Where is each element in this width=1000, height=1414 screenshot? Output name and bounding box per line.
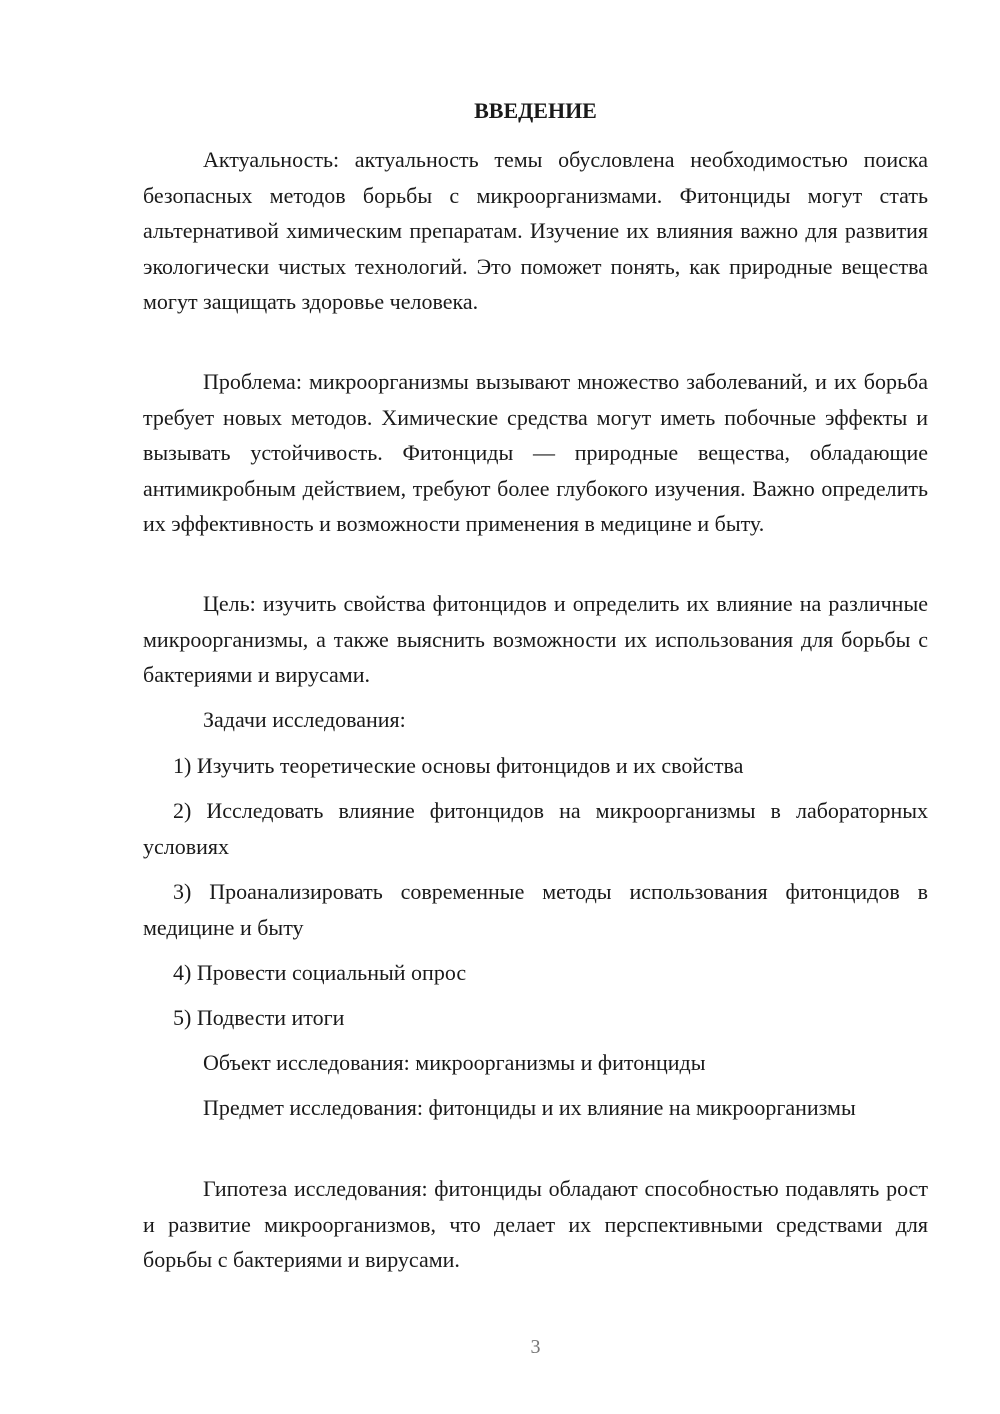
problem-paragraph: Проблема: микроорганизмы вызывают множество заболеваний, и их борьба требует новых методов. Химические средства могут иметь побочные эффекты и вызывать устойчивость. Фитонциды — природные вещества, обладающие антимикробным действием, требуют более глубокого изучения. Важно определить их эффективность и возможности применения в медицине и быту. — [143, 369, 928, 536]
tasks-heading: Задачи исследования: — [203, 707, 406, 732]
task-item-3: 3) Проанализировать современные методы использования фитонцидов в медицине и быту — [143, 879, 928, 940]
subject-paragraph: Предмет исследования: фитонциды и их влияние на микроорганизмы — [203, 1095, 856, 1120]
task-item-1: 1) Изучить теоретические основы фитонцидов и их свойства — [173, 753, 744, 778]
hypothesis-paragraph: Гипотеза исследования: фитонциды обладают способностью подавлять рост и развитие микроорганизмов, что делает их перспективными средствами для борьбы с бактериями и вирусами. — [143, 1176, 928, 1272]
task-item-4: 4) Провести социальный опрос — [173, 960, 467, 985]
section-title: ВВЕДЕНИЕ — [474, 98, 597, 123]
task-item-2: 2) Исследовать влияние фитонцидов на микроорганизмы в лабораторных условиях — [143, 798, 928, 859]
object-paragraph: Объект исследования: микроорганизмы и фитонциды — [203, 1050, 706, 1075]
goal-paragraph: Цель: изучить свойства фитонцидов и определить их влияние на различные микроорганизмы, а также выяснить возможности их использования для борьбы с бактериями и вирусами. — [143, 591, 928, 687]
relevance-paragraph: Актуальность: актуальность темы обусловлена необходимостью поиска безопасных методов борьбы с микроорганизмами. Фитонциды могут стать альтернативой химическим препаратам. Изучение их влияния важно для развития экологически чистых технологий. Это поможет понять, как природные вещества могут защищать здоровье человека. — [143, 147, 928, 314]
task-item-5: 5) Подвести итоги — [173, 1005, 345, 1030]
page-number: 3 — [530, 1336, 541, 1358]
